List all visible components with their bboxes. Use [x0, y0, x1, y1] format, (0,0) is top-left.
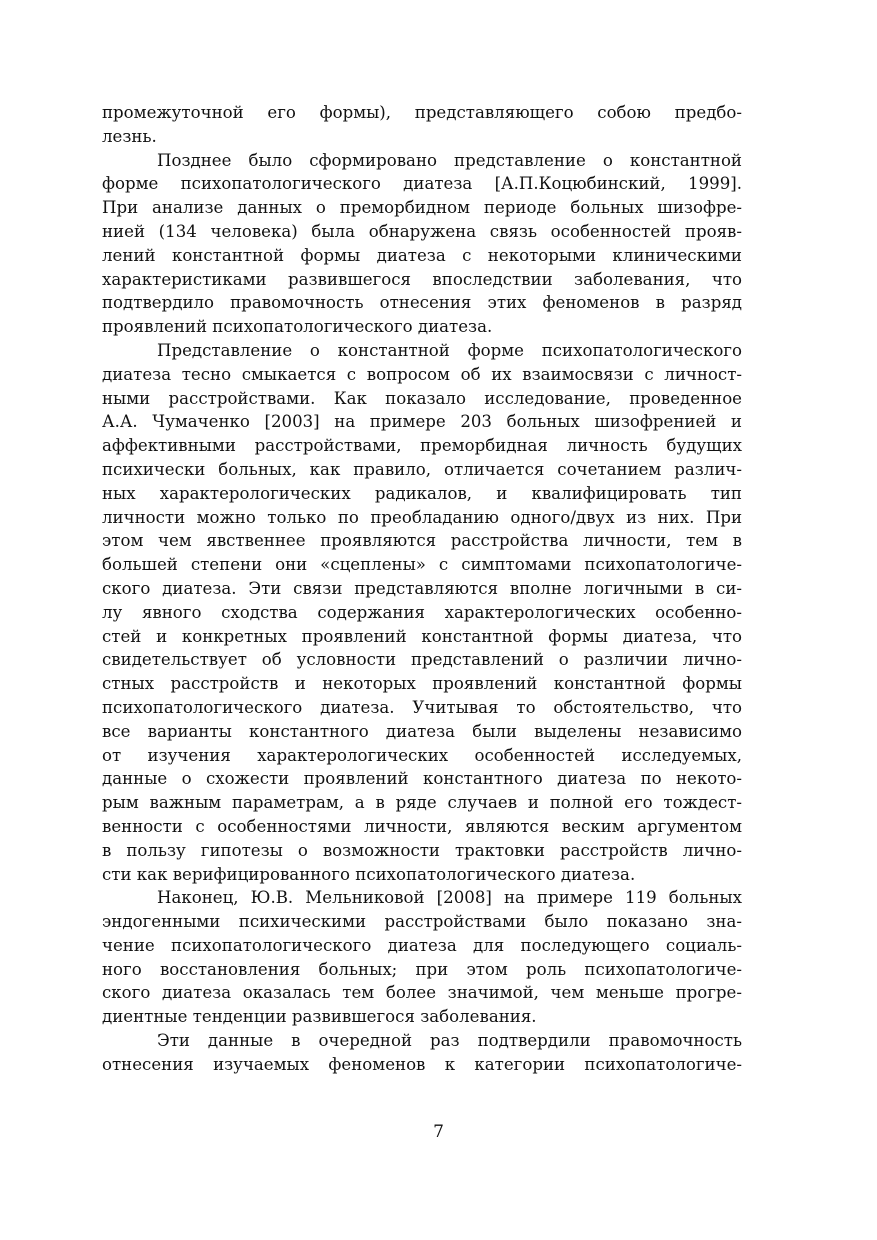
text-line: стей и конкретных проявлений константной формы диатеза, что [102, 626, 742, 646]
text-line: сти как верифицированного психопатологического диатеза. [102, 864, 636, 884]
text-line: психически больных, как правило, отличается сочетанием различ- [102, 459, 742, 479]
text-line: лу явного сходства содержания характерологических особенно- [102, 602, 742, 622]
text-line: подтвердило правомочность отнесения этих феноменов в разряд [102, 293, 742, 313]
text-line: отнесения изучаемых феноменов к категории психопатологиче- [102, 1054, 742, 1074]
text-line: стных расстройств и некоторых проявлений константной формы [102, 674, 742, 694]
text-line: проявлений психопатологического диатеза. [102, 317, 493, 337]
text-line: диатеза тесно смыкается с вопросом об их взаимосвязи с личност- [102, 364, 742, 384]
text-line: свидетельствует об условности представлений о различии лично- [102, 650, 742, 670]
text-line: аффективными расстройствами, преморбидная личность будущих [102, 436, 742, 456]
text-line: промежуточной его формы), представляющего собою предбо- [102, 103, 742, 122]
text-line: ного восстановления больных; при этом роль психопатологиче- [102, 959, 742, 979]
text-line: рым важным параметрам, а в ряде случаев и полной его тождест- [102, 793, 742, 813]
text-line: Наконец, Ю.В. Мельниковой [2008] на примере 119 больных [157, 888, 742, 908]
text-line: диентные тенденции развившегося заболевания. [102, 1007, 537, 1027]
text-line: психопатологического диатеза. Учитывая то обстоятельство, что [102, 697, 742, 717]
text-line: этом чем явственнее проявляются расстройства личности, тем в [102, 531, 742, 551]
text-line: данные о схожести проявлений константного диатеза по некото- [102, 769, 742, 789]
text-line: нией (134 человека) была обнаружена связь особенностей прояв- [102, 221, 742, 241]
text-line: чение психопатологического диатеза для последующего социаль- [102, 935, 742, 955]
text-line: все варианты константного диатеза были выделены независимо [102, 721, 742, 741]
text-line: А.А. Чумаченко [2003] на примере 203 больных шизофренией и [102, 412, 742, 432]
text-line: личности можно только по преобладанию одного/двух из них. При [102, 507, 742, 527]
text-line: венности с особенностями личности, являются веским аргументом [102, 816, 742, 836]
page-number: 7 [433, 1122, 444, 1142]
text-line: ными расстройствами. Как показало исследование, проведенное [102, 388, 742, 408]
text-line: ных характерологических радикалов, и квалифицировать тип [102, 483, 742, 503]
text-line: Эти данные в очередной раз подтвердили правомочность [157, 1031, 742, 1051]
text-line: лезнь. [102, 126, 157, 146]
text-line: эндогенными психическими расстройствами было показано зна- [102, 912, 742, 932]
text-line: большей степени они «сцеплены» с симптомами психопатологиче- [102, 555, 742, 575]
text-line: от изучения характерологических особенностей исследуемых, [102, 745, 742, 765]
text-line: лений константной формы диатеза с некоторыми клиническими [102, 245, 742, 265]
text-line: характеристиками развившегося впоследствии заболевания, что [102, 269, 742, 289]
text-line: При анализе данных о преморбидном периоде больных шизофре- [102, 198, 742, 218]
text-line: в пользу гипотезы о возможности трактовки расстройств лично- [102, 840, 742, 860]
text-line: форме психопатологического диатеза [А.П.Коцюбинский, 1999]. [102, 174, 742, 194]
text-line: Представление о константной форме психопатологического [157, 340, 742, 360]
text-line: Позднее было сформировано представление о константной [157, 150, 742, 170]
body-text [102, 101, 742, 1077]
text-line: ского диатеза оказалась тем более значимой, чем меньше прогре- [102, 983, 742, 1003]
text-line: ского диатеза. Эти связи представляются вполне логичными в си- [102, 578, 742, 598]
